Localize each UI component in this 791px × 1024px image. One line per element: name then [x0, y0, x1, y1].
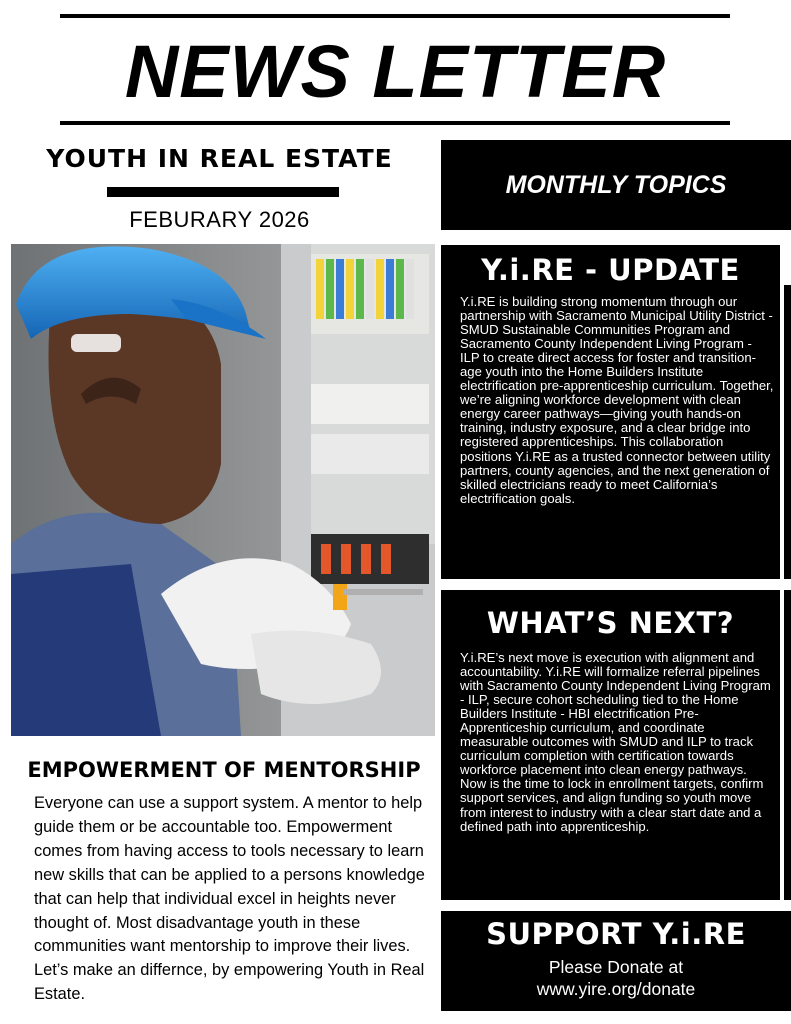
whats-next-panel: [441, 590, 780, 900]
update-panel-edge: [784, 285, 791, 579]
whats-next-heading: WHAT’S NEXT?: [486, 606, 735, 640]
donate-text: Please Donate at: [548, 957, 684, 977]
update-heading: Y.i.RE - UPDATE: [481, 253, 740, 287]
support-panel: [441, 911, 791, 1011]
support-heading: SUPPORT Y.i.RE: [486, 917, 746, 951]
mentorship-body: Everyone can use a support system. A mentor to help guide them or be accountable too. Empowerment comes from having access to tools necessary to learn new skills that can be applied to a persons knowledge that can help that individual excel in heights never thought of. Most disadvantage youth in these communities want mentorship to improve their lives. Let’s make an differnce, by empowering Youth in Real Estate.: [34, 794, 425, 1004]
electrician-photo: [11, 244, 435, 736]
whats-next-panel-edge: [784, 590, 791, 900]
update-panel: [441, 245, 780, 579]
monthly-topics-title: MONTHLY TOPICS: [505, 171, 727, 199]
issue-date: FEBURARY 2026: [129, 207, 310, 232]
top-rule: [60, 14, 730, 18]
mentorship-heading: EMPOWERMENT OF MENTORSHIP: [27, 758, 421, 782]
update-body: Y.i.RE is building strong momentum through our partnership with Sacramento Municipal Utility District - SMUD Sustainable Communities Program and Sacramento County Independent Living Program - ILP to create direct access for foster and transition-age youth into the Home Builders Institute electrification pre-apprenticeship curriculum. Together, we’re aligning workforce development with clean energy career pathways—giving youth hands-on training, industry exposure, and a clear bridge into registered apprenticeships. This collaboration positions Y.i.RE as a trusted connector between utility partners, county agencies, and the next generation of skilled electricians ready to meet California’s electrification goals.: [460, 294, 774, 506]
subtitle-underline: [107, 187, 339, 197]
monthly-topics-banner: [441, 140, 791, 230]
masthead-bottom-rule: [60, 121, 730, 125]
whats-next-body: Y.i.RE’s next move is execution with alignment and accountability. Y.i.RE will formalize referral pipelines with Sacramento County Independent Living Program - ILP, secure cohort scheduling tied to the Home Builders Institute - HBI electrification Pre-Apprenticeship curriculum, and coordinate measurable outcomes with SMUD and ILP to track curriculum completion with certification towards workforce placement into clean energy pathways. Now is the time to lock in enrollment targets, confirm support services, and align funding so youth move from interest to industry with a clear start date and a defined path into apprenticeship.: [460, 650, 771, 834]
donate-link[interactable]: www.yire.org/donate: [536, 979, 696, 999]
newsletter-title: NEWS LETTER: [124, 30, 667, 113]
newsletter-subtitle: YOUTH IN REAL ESTATE: [46, 144, 393, 173]
